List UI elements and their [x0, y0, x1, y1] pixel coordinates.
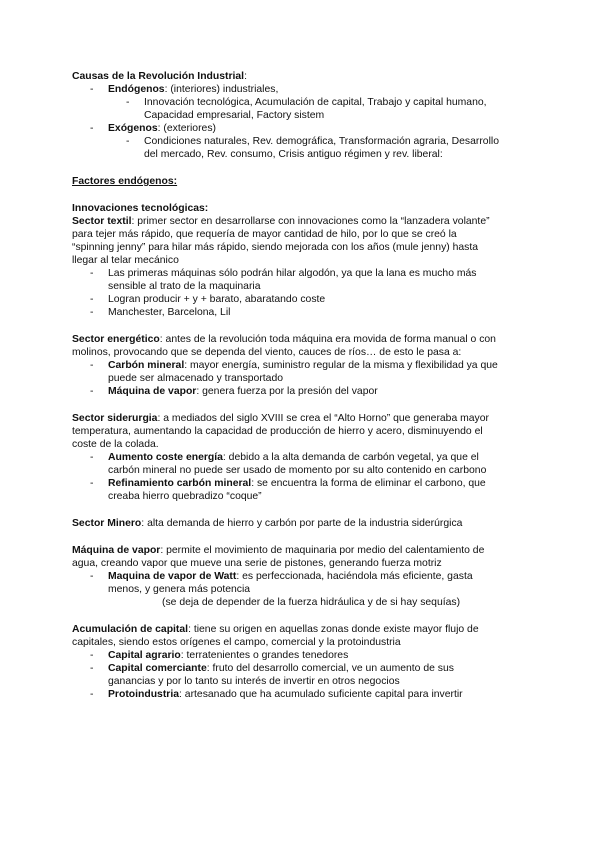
dash: - [90, 123, 94, 134]
factores-heading: Factores endógenos: [72, 176, 178, 187]
dash: - [90, 689, 94, 700]
siderurgia-bullet-cont: creaba hierro quebradizo “coque” [108, 491, 262, 502]
textil-bullet: - Logran producir + y + barato, abaratando coste [90, 294, 326, 305]
endogenos-item: - Endógenos: (interiores) industriales, [90, 84, 279, 95]
textil-bullet: - Las primeras máquinas sólo podrán hilar algodón, ya que la lana es mucho más [90, 268, 477, 279]
exogenos-sub-item-cont: del mercado, Rev. consumo, Crisis antiguo régimen y rev. liberal: [144, 149, 443, 160]
innovaciones-heading: Innovaciones tecnológicas: [72, 203, 209, 214]
textil-bullet-cont: sensible al trato de la maquinaria [108, 281, 261, 292]
textil-bullet: - Manchester, Barcelona, Lil [90, 307, 231, 318]
causas-title: Causas de la Revolución Industrial [72, 71, 245, 82]
acumulacion-bullet: - Capital agrario: terratenientes o grandes tenedores [90, 650, 349, 661]
exogenos-sub-item: - Condiciones naturales, Rev. demográfica, Transformación agraria, Desarrollo [126, 136, 499, 147]
maquina-paragraph-line: Máquina de vapor: permite el movimiento de maquinaria por medio del calentamiento de [72, 545, 485, 556]
energetico-paragraph-line: molinos, provocando que se dependa del viento, cauces de ríos… de esto le pasa a: [72, 347, 462, 358]
dash: - [90, 571, 94, 582]
acumulacion-paragraph-line: capitales, siendo estos orígenes el campo, comercial y la protoindustria [72, 637, 401, 648]
energetico-bullet: - Carbón mineral: mayor energía, suministro regular de la misma y flexibilidad ya que [90, 360, 498, 371]
siderurgia-paragraph-line: Sector siderurgia: a mediados del siglo XVIII se crea el “Alto Horno” que generaba mayor [72, 413, 489, 424]
maquina-bullet: - Maquina de vapor de Watt: es perfeccionada, haciéndola más eficiente, gasta [90, 571, 473, 582]
dash: - [90, 452, 94, 463]
textil-paragraph-line: Sector textil: primer sector en desarrollarse con innovaciones como la “lanzadera volante” [72, 216, 490, 227]
dash: - [90, 650, 94, 661]
energetico-bullet-cont: puede ser almacenado y transportado [108, 373, 284, 384]
siderurgia-bullet: - Refinamiento carbón mineral: se encuentra la forma de eliminar el carbono, que [90, 478, 486, 489]
siderurgia-bullet-cont: carbón mineral no puede ser usado de momento por su alto contenido en carbono [108, 465, 487, 476]
siderurgia-paragraph-line: coste de la colada. [72, 439, 159, 450]
maquina-paragraph-line: agua, creando vapor que mueve una serie de pistones, generando fuerza motriz [72, 558, 442, 569]
acumulacion-paragraph-line: Acumulación de capital: tiene su origen en aquellas zonas donde existe mayor flujo de [72, 624, 479, 635]
maquina-bullet-cont: menos, y genera más potencia [108, 584, 251, 595]
siderurgia-bullet: - Aumento coste energía: debido a la alta demanda de carbón vegetal, ya que el [90, 452, 479, 463]
causas-title-line: Causas de la Revolución Industrial: [72, 71, 247, 82]
textil-paragraph-line: llegar al telar mecánico [72, 255, 179, 266]
acumulacion-bullet: - Protoindustria: artesanado que ha acumulado suficiente capital para invertir [90, 689, 463, 700]
textil-paragraph-line: “spinning jenny” para hilar más rápido, siendo mejorada con los años (mule jenny) hasta [72, 242, 479, 253]
minero-paragraph-line: Sector Minero: alta demanda de hierro y carbón por parte de la industria siderúrgica [72, 518, 463, 529]
dash: - [90, 478, 94, 489]
energetico-paragraph-line: Sector energético: antes de la revolución toda máquina era movida de forma manual o con [72, 334, 496, 345]
endogenos-sub-item: - Innovación tecnológica, Acumulación de capital, Trabajo y capital humano, [126, 97, 487, 108]
dash: - [90, 268, 94, 279]
dash: - [90, 663, 94, 674]
document-page [72, 70, 527, 701]
exogenos-item: - Exógenos: (exteriores) [90, 123, 216, 134]
dash: - [126, 136, 130, 147]
dash: - [90, 307, 94, 318]
acumulacion-bullet: - Capital comerciante: fruto del desarrollo comercial, ve un aumento de sus [90, 663, 454, 674]
dash: - [90, 360, 94, 371]
endogenos-sub-item-cont: Capacidad empresarial, Factory sistem [144, 110, 325, 121]
dash: - [90, 84, 94, 95]
dash: - [90, 294, 94, 305]
dash: - [90, 386, 94, 397]
energetico-bullet: - Máquina de vapor: genera fuerza por la presión del vapor [90, 386, 378, 397]
acumulacion-bullet-cont: ganancias y por lo tanto su interés de invertir en otros negocios [108, 676, 400, 687]
siderurgia-paragraph-line: temperatura, aumentando la capacidad de producción de hierro y acero, disminuyendo el [72, 426, 483, 437]
dash: - [126, 97, 130, 108]
maquina-note: (se deja de depender de la fuerza hidráulica y de si hay sequías) [162, 597, 461, 608]
textil-paragraph-line: para tejer más rápido, que requería de mayor cantidad de hilo, por lo que se creó la [72, 229, 457, 240]
